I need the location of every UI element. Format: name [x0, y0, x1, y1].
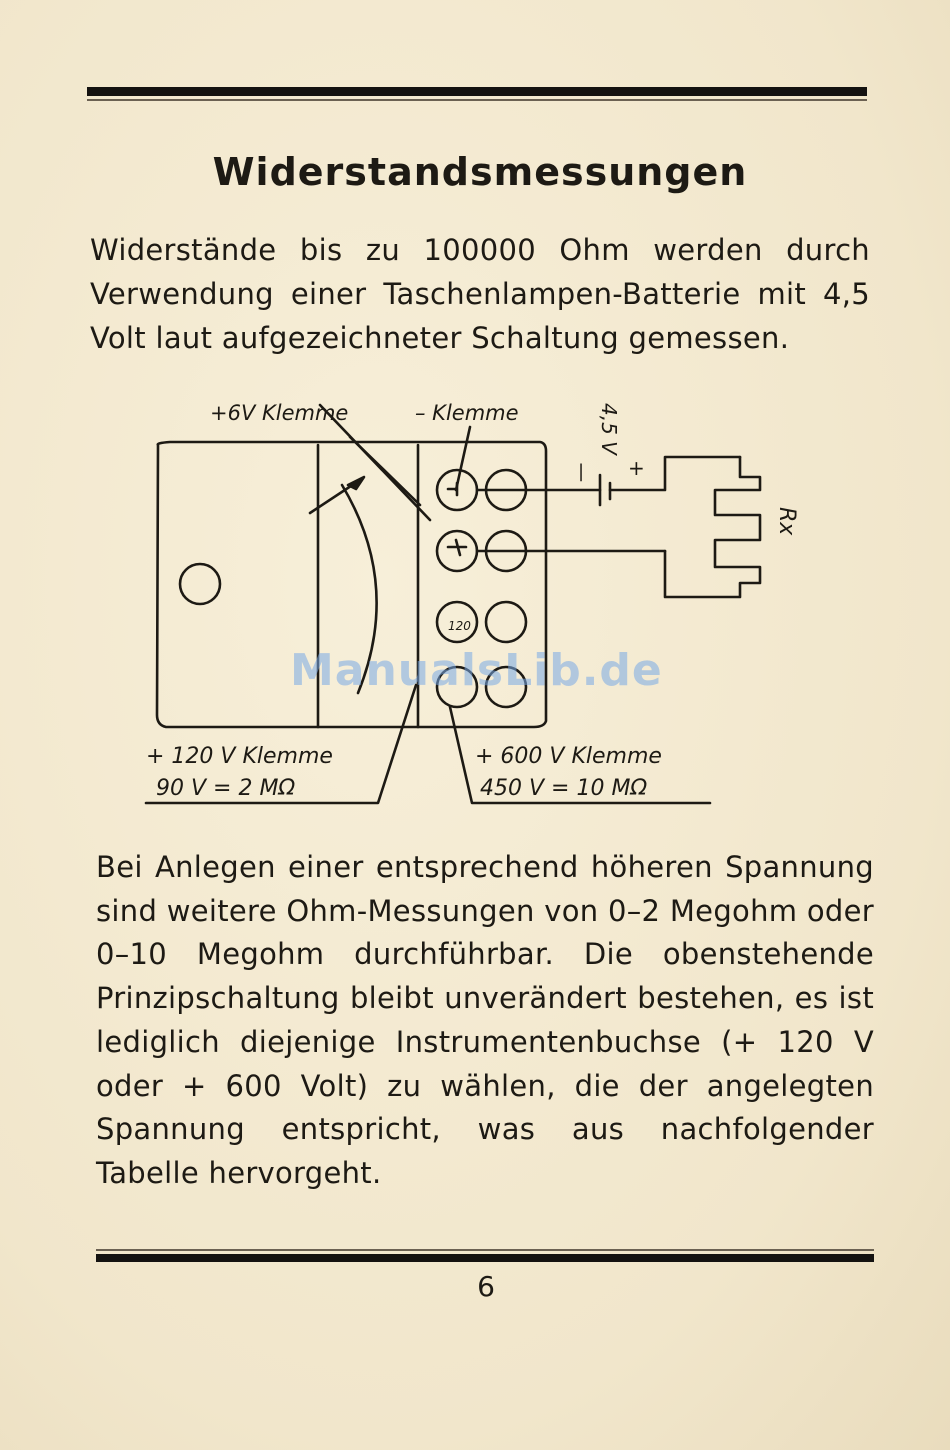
label-90v: 90 V = 2 MΩ — [156, 776, 296, 801]
label-battery-plus: + — [628, 456, 645, 480]
label-450v: 450 V = 10 MΩ — [480, 776, 648, 801]
label-battery-minus: | — [578, 461, 585, 482]
bottom-rule-thin — [96, 1249, 874, 1251]
page-title: Widerstandsmessungen — [212, 150, 748, 194]
label-minus-klemme: – Klemme — [415, 401, 519, 425]
knob-label-120: 120 — [448, 619, 471, 633]
watermark: ManualsLib.de — [290, 645, 663, 696]
body-paragraph: Bei Anlegen einer entsprechend höheren Spannung sind weitere Ohm-Messungen von 0–2 Megohm oder 0–10 Megohm durchführbar. Die obenstehende Prinzipschaltung bleibt unverändert bestehen, es ist lediglich diejenige Instrumentenbuchse (+ 120 V oder + 600 Volt) zu wählen, die der angelegten Spannung entspricht, was aus nachfolgender Tabelle hervorgeht. — [96, 850, 874, 1190]
circuit-diagram — [130, 385, 850, 825]
top-rule-thin — [87, 99, 867, 101]
leader-minus — [456, 427, 470, 490]
label-battery-voltage: 4,5 V — [597, 403, 621, 455]
resistor-rx — [665, 457, 760, 597]
intro-paragraph: Widerstände bis zu 100000 Ohm werden durch Verwendung einer Taschenlampen-Batterie mit 4,5 Volt laut aufgezeichneter Schaltung gemessen. — [90, 233, 870, 355]
leader-6v-b — [350, 437, 420, 505]
bottom-rule — [96, 1254, 874, 1262]
terminal-120v-pair — [486, 602, 526, 642]
label-rx: Rx — [774, 507, 799, 536]
top-rule — [87, 87, 867, 96]
adjuster-knob — [180, 564, 220, 604]
label-6v-klemme: +6V Klemme — [210, 401, 349, 425]
needle-tip — [348, 477, 364, 489]
terminal-6v — [437, 531, 477, 571]
page-number: 6 — [477, 1270, 495, 1303]
label-600v-klemme: + 600 V Klemme — [475, 744, 662, 769]
circuit-diagram-svg — [130, 385, 850, 825]
label-120v-klemme: + 120 V Klemme — [146, 744, 333, 769]
